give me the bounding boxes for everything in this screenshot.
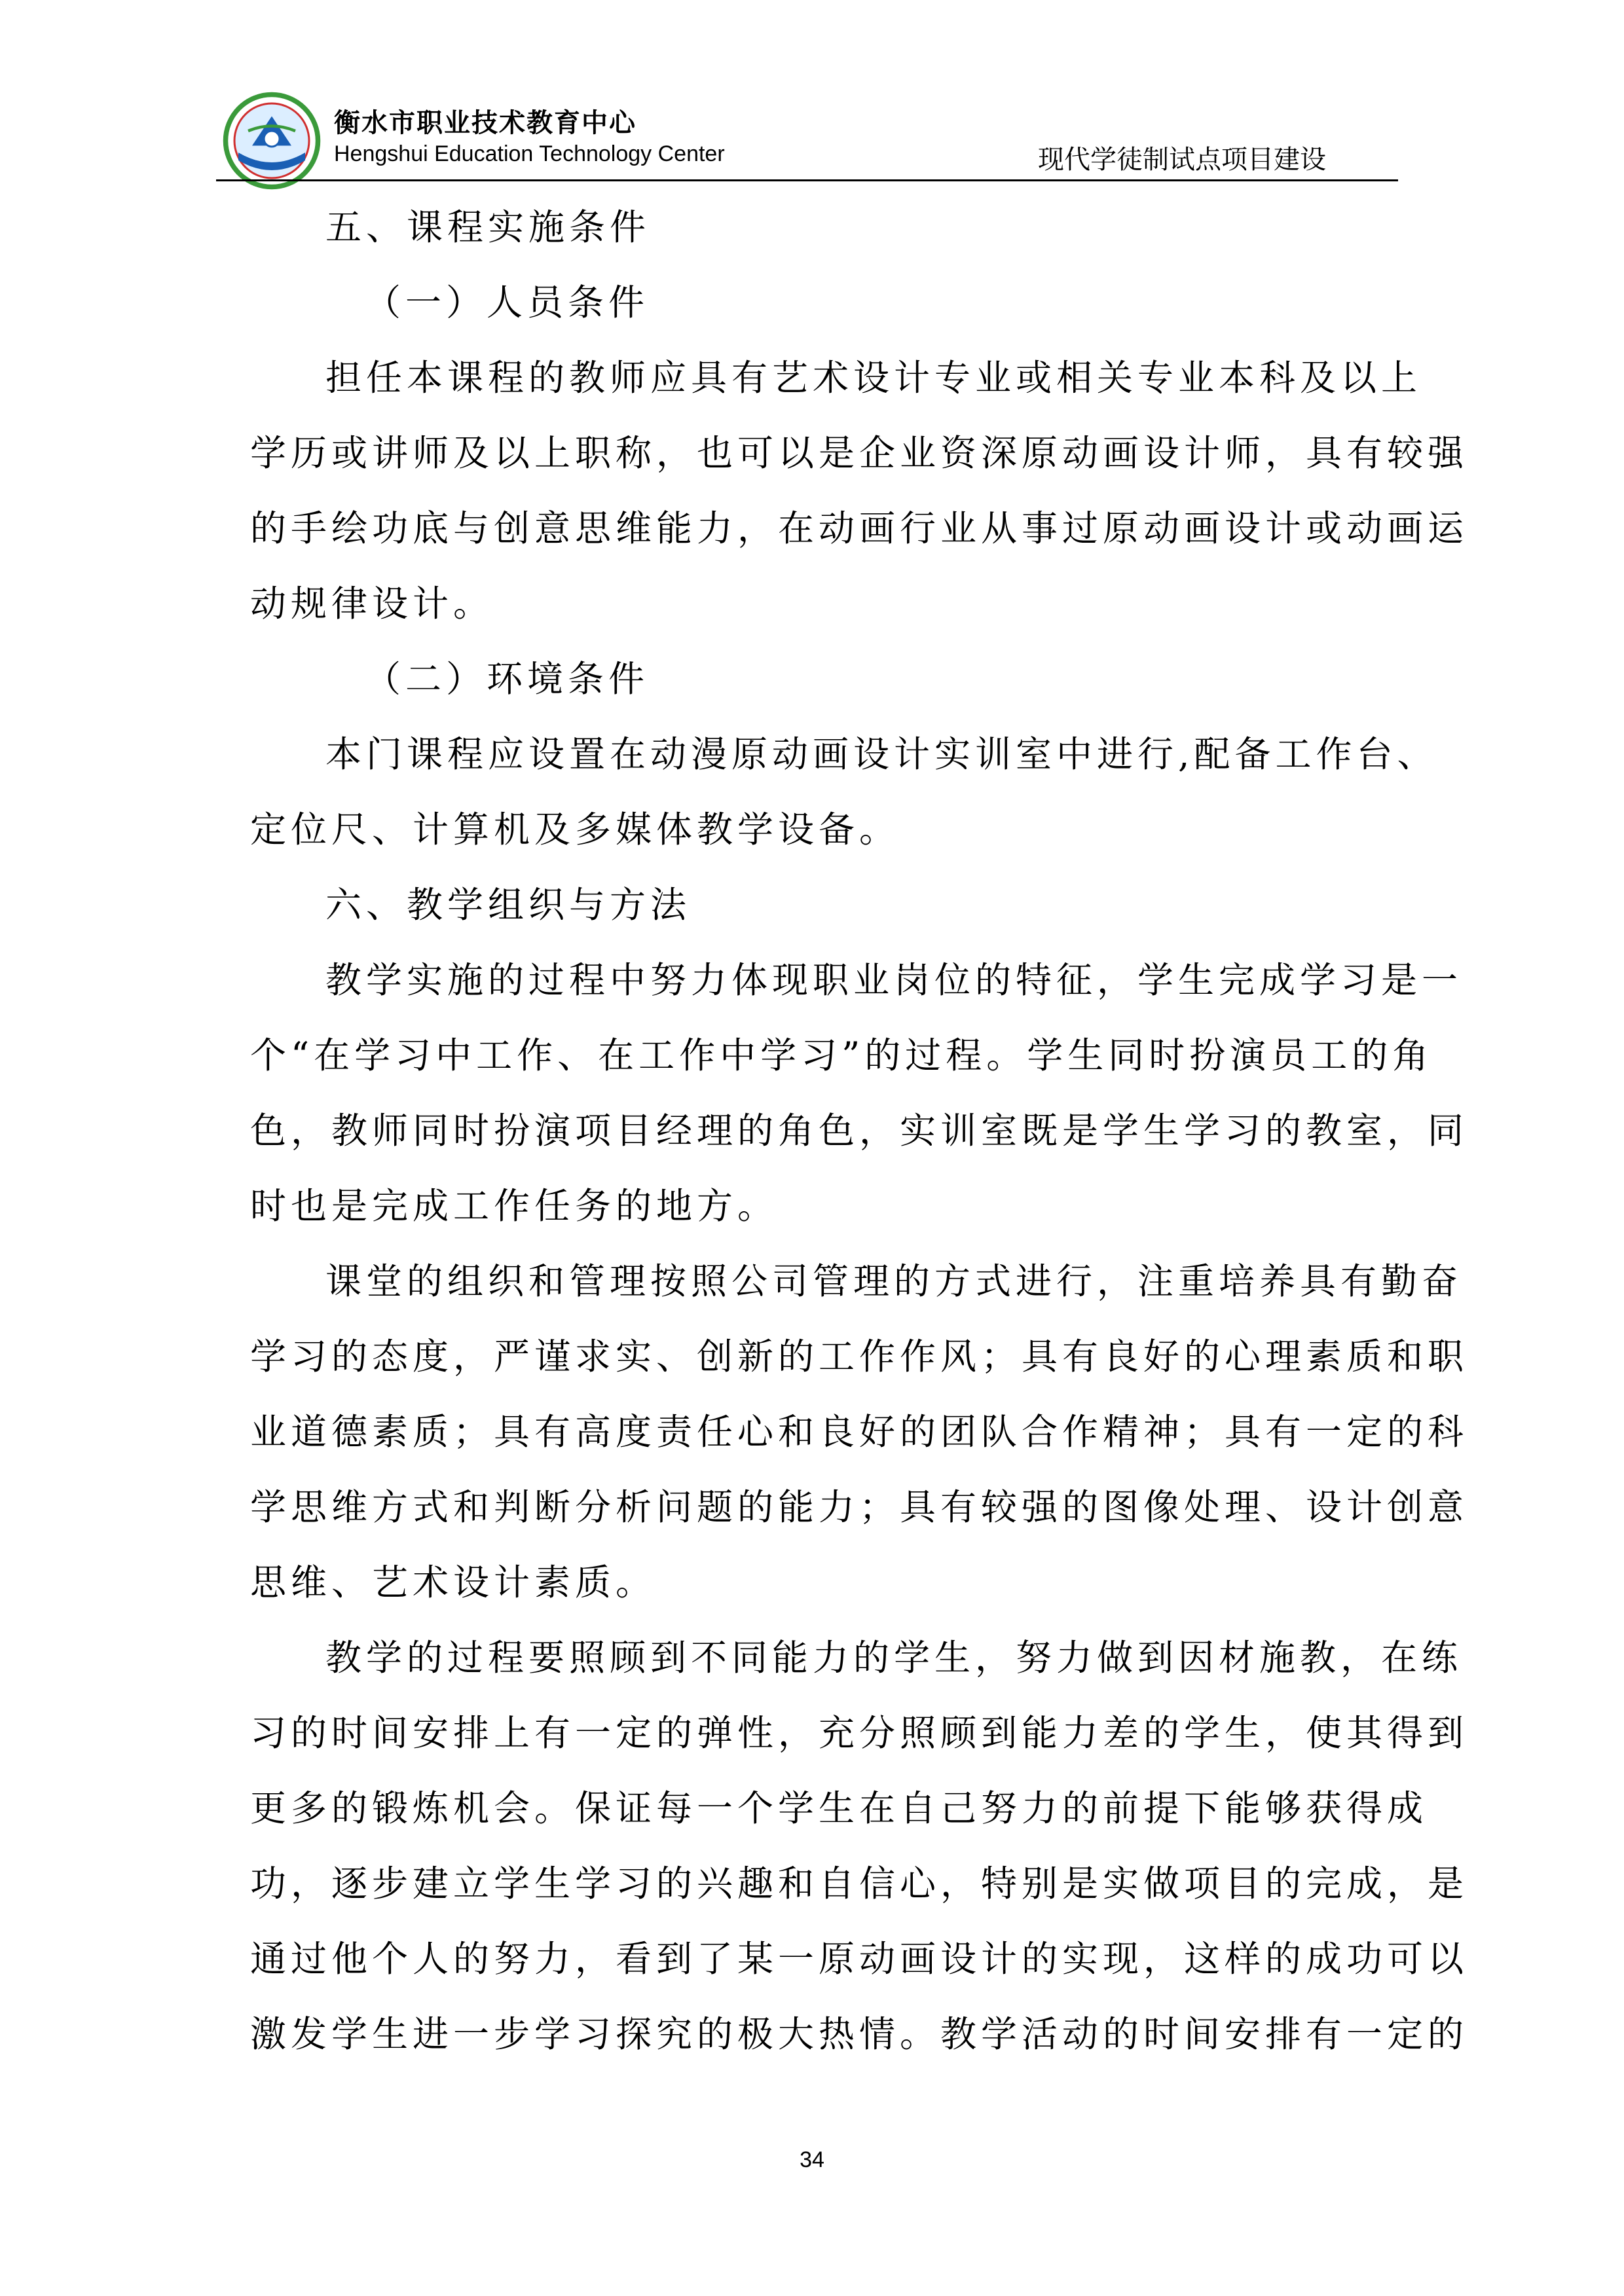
paragraph-line: 学思维方式和判断分析问题的能力；具有较强的图像处理、设计创意 (250, 1486, 1469, 1528)
org-name-en: Hengshui Education Technology Center (334, 141, 725, 166)
paragraph-line: 激发学生进一步学习探究的极大热情。教学活动的时间安排有一定的 (250, 2013, 1469, 2055)
paragraph-line: 学习的态度，严谨求实、创新的工作作风；具有良好的心理素质和职 (250, 1336, 1469, 1377)
paragraph-line: 担任本课程的教师应具有艺术设计专业或相关专业本科及以上 (325, 357, 1422, 399)
paragraph-line: 通过他个人的努力，看到了某一原动画设计的实现，这样的成功可以 (250, 1938, 1469, 1980)
page-header (216, 84, 1398, 182)
section-heading: 六、教学组织与方法 (325, 884, 692, 926)
paragraph-line: 习的时间安排上有一定的弹性，充分照顾到能力差的学生，使其得到 (250, 1712, 1469, 1754)
document-body (250, 190, 1469, 2072)
subsection-heading: （二）环境条件 (365, 658, 650, 700)
paragraph-line: 个“在学习中工作、在工作中学习”的过程。学生同时扮演员工的角 (250, 1034, 1433, 1076)
paragraph-line: 更多的锻炼机会。保证每一个学生在自己努力的前提下能够获得成 (250, 1787, 1428, 1829)
paragraph-line: 教学实施的过程中努力体现职业岗位的特征，学生完成学习是一 (325, 959, 1463, 1001)
school-emblem-icon (223, 92, 321, 190)
subsection-heading: （一）人员条件 (365, 282, 650, 323)
page-number: 34 (800, 2147, 824, 2172)
paragraph-line: 定位尺、计算机及多媒体教学设备。 (250, 809, 900, 850)
header-rule (216, 179, 1398, 181)
paragraph-line: 本门课程应设置在动漫原动画设计实训室中进行,配备工作台、 (325, 733, 1438, 775)
project-title: 现代学徒制试点项目建设 (1038, 145, 1326, 175)
paragraph-line: 时也是完成工作任务的地方。 (250, 1185, 779, 1227)
paragraph-line: 功，逐步建立学生学习的兴趣和自信心，特别是实做项目的完成，是 (250, 1863, 1469, 1904)
paragraph-line: 思维、艺术设计素质。 (250, 1561, 657, 1603)
paragraph-line: 业道德素质；具有高度责任心和良好的团队合作精神；具有一定的科 (250, 1411, 1469, 1453)
paragraph-line: 课堂的组织和管理按照公司管理的方式进行，注重培养具有勤奋 (325, 1260, 1463, 1302)
paragraph-line: 的手绘功底与创意思维能力，在动画行业从事过原动画设计或动画运 (250, 507, 1469, 549)
paragraph-line: 教学的过程要照顾到不同能力的学生，努力做到因材施教，在练 (325, 1637, 1463, 1679)
paragraph-line: 色，教师同时扮演项目经理的角色，实训室既是学生学习的教室，同 (250, 1110, 1469, 1152)
org-name-cn: 衡水市职业技术教育中心 (334, 108, 637, 138)
section-heading: 五、课程实施条件 (325, 206, 651, 248)
paragraph-line: 动规律设计。 (250, 583, 494, 625)
paragraph-line: 学历或讲师及以上职称，也可以是企业资深原动画设计师，具有较强 (250, 432, 1469, 474)
